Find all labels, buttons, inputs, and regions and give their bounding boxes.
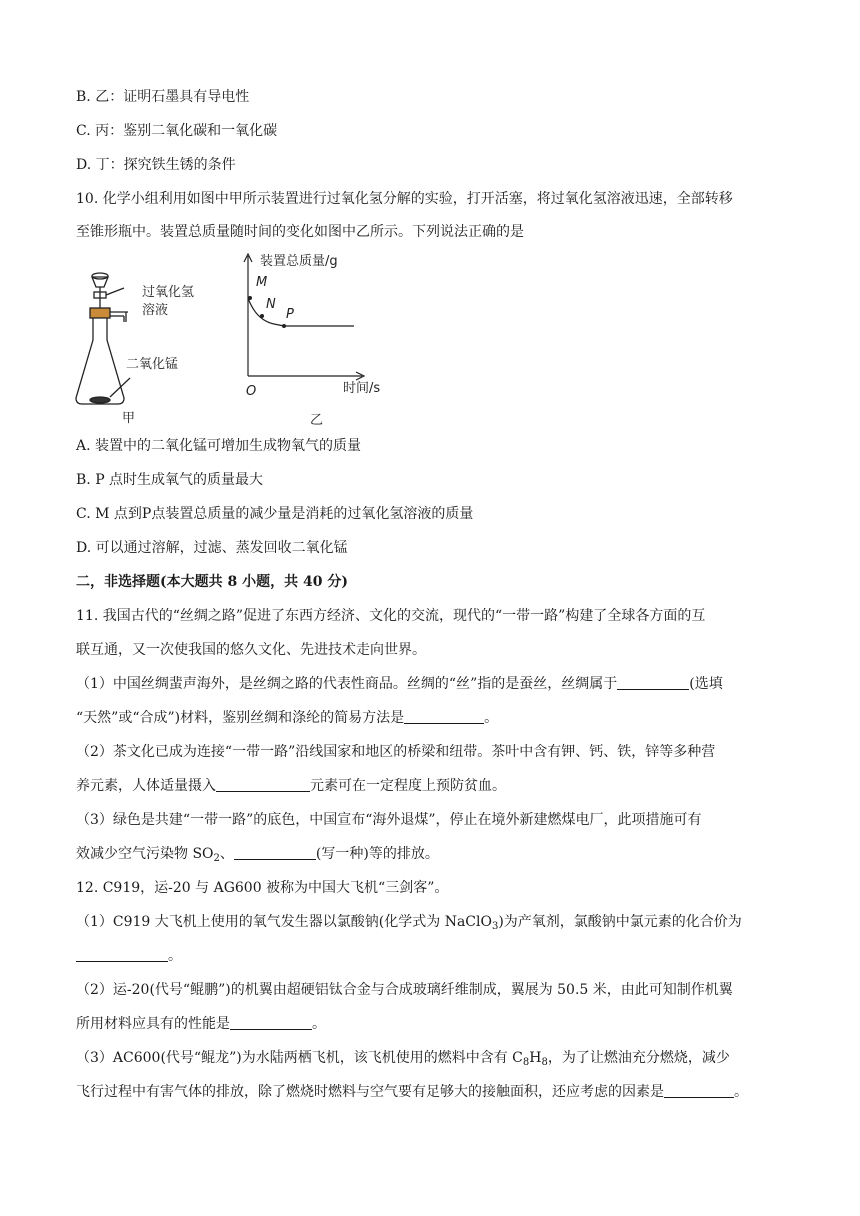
q12-p3-text-end: ，为了让燃油充分燃烧，减少 [547, 1050, 730, 1066]
q11-stem-line1: 11. 我国古代的“丝绸之路”促进了东西方经济、文化的交流，现代的“一带一路”构建了全球各方面的互 [76, 608, 706, 624]
caption-jia: 甲 [122, 411, 136, 426]
graph-xlabel: 时间/s [343, 381, 381, 396]
q12-blank-valence[interactable] [76, 947, 168, 962]
q11-blank-pollutant[interactable] [234, 845, 316, 860]
point-p-dot [282, 324, 286, 328]
q11-part1-line2 [76, 708, 498, 728]
apparatus-jia [76, 273, 130, 404]
q11-part3-line2 [76, 844, 439, 869]
q12-p3-text: （3）AC600(代号“鲲龙”)为水陆两栖飞机，该飞机使用的燃料中含有 C [76, 1050, 523, 1066]
q12-blank-property[interactable] [230, 1015, 312, 1030]
q11-p1-text2: “天然”或“合成”)材料，鉴别丝绸和涤纶的简易方法是 [76, 710, 405, 726]
q12-part2-line2 [76, 1014, 326, 1034]
q10-figure [70, 240, 381, 430]
q11-p3-text-end: (写一种)等的排放。 [315, 846, 439, 862]
point-n-dot [260, 314, 264, 318]
q12-p3-sub2: 8 [541, 1057, 548, 1068]
q12-part3-line1 [76, 1048, 730, 1073]
q10-option-b: B. P 点时生成氧气的质量最大 [76, 472, 264, 488]
q11-p1-text-end: (选填 [689, 676, 723, 692]
q11-blank-material-type[interactable] [617, 675, 689, 690]
q12-p3-h: H [529, 1050, 542, 1066]
q9-option-d: D. 丁：探究铁生锈的条件 [76, 157, 236, 173]
mass-curve [248, 298, 354, 326]
point-m-dot [248, 296, 252, 300]
q12-part2-line1: （2）运-20(代号“鲲鹏”)的机翼由超硬铝钛合金与合成玻璃纤维制成，翼展为 50.5 米，由此可知制作机翼 [76, 982, 733, 998]
q12-p3-text2-end: 。 [734, 1084, 748, 1100]
q12-part1-line1 [76, 912, 742, 937]
q12-p1-text-end: )为产氧剂，氯酸钠中氯元素的化合价为 [498, 914, 742, 930]
label-manganese-dioxide: 二氧化锰 [126, 357, 179, 372]
q11-part1-line1 [76, 674, 723, 694]
q12-p3-text2: 飞行过程中有害气体的排放，除了燃烧时燃料与空气要有足够大的接触面积，还应考虑的因素是 [76, 1084, 664, 1100]
section2-title: 二，非选择题(本大题共 8 小题，共 40 分) [76, 574, 348, 590]
point-m-label: M [256, 275, 268, 290]
q12-p2-text-end: 。 [312, 1016, 326, 1032]
point-n-label: N [266, 297, 276, 312]
q12-stem: 12. C919，运-20 与 AG600 被称为中国大飞机“三剑客”。 [76, 880, 449, 896]
q11-stem-line2: 联互通，又一次使我国的悠久文化、先进技术走向世界。 [76, 642, 426, 658]
q11-p3-text: 效减少空气污染物 SO [76, 846, 214, 862]
q11-blank-element[interactable] [216, 777, 310, 792]
q11-p1-text: （1）中国丝绸蜚声海外，是丝绸之路的代表性商品。丝绸的“丝”指的是蚕丝，丝绸属于 [76, 676, 618, 692]
q12-part3-line2 [76, 1082, 748, 1102]
q11-part2-line2 [76, 776, 506, 796]
q11-p2-text: 养元素，人体适量摄入 [76, 778, 216, 794]
q12-p3-sub1: 8 [522, 1057, 530, 1068]
q12-p1-text: （1）C919 大飞机上使用的氧气发生器以氯酸钠(化学式为 NaClO [76, 914, 492, 930]
q11-p2-text-end: 元素可在一定程度上预防贫血。 [310, 778, 506, 794]
label-hydrogen-peroxide: 过氧化氢 [142, 285, 195, 300]
q11-part2-line1: （2）茶文化已成为连接“一带一路”沿线国家和地区的桥梁和纽带。茶叶中含有钾、钙、铁，锌等多种营 [76, 744, 716, 760]
q9-option-b: B. 乙：证明石墨具有导电性 [76, 89, 250, 105]
caption-yi: 乙 [310, 413, 324, 428]
q9-option-c: C. 丙：鉴别二氧化碳和一氧化碳 [76, 123, 278, 139]
q12-part1-line2 [76, 946, 182, 966]
q10-stem-line1: 10. 化学小组利用如图中甲所示装置进行过氧化氢分解的实验，打开活塞，将过氧化氢溶液迅速，全部转移 [76, 191, 733, 207]
q11-blank-identify-method[interactable] [404, 709, 484, 724]
q11-p3-mid: 、 [219, 846, 234, 862]
q10-option-a: A. 装置中的二氧化锰可增加生成物氧气的质量 [76, 438, 362, 454]
q11-p3-sub: 2 [213, 853, 220, 864]
q10-option-c: C. M 点到P点装置总质量的减少量是消耗的过氧化氢溶液的质量 [76, 506, 474, 522]
graph-origin: O [246, 384, 257, 399]
q12-p2-text: 所用材料应具有的性能是 [76, 1016, 230, 1032]
q10-option-d: D. 可以通过溶解，过滤、蒸发回收二氧化锰 [76, 540, 348, 556]
graph-ylabel: 装置总质量/g [260, 254, 338, 269]
q12-blank-factor[interactable] [664, 1083, 734, 1098]
q11-part3-line1: （3）绿色是共建“一带一路”的底色，中国宣布“海外退煤”，停止在境外新建燃煤电厂，此项措施可有 [76, 812, 702, 828]
q12-p1-sub: 3 [491, 921, 499, 932]
label-solution: 溶液 [142, 303, 169, 318]
q12-p1-line2-end: 。 [168, 948, 182, 964]
point-p-label: P [286, 307, 294, 322]
q11-p1-text2-end: 。 [484, 710, 499, 726]
q10-stem-line2: 至锥形瓶中。装置总质量随时间的变化如图中乙所示。下列说法正确的是 [76, 224, 524, 240]
